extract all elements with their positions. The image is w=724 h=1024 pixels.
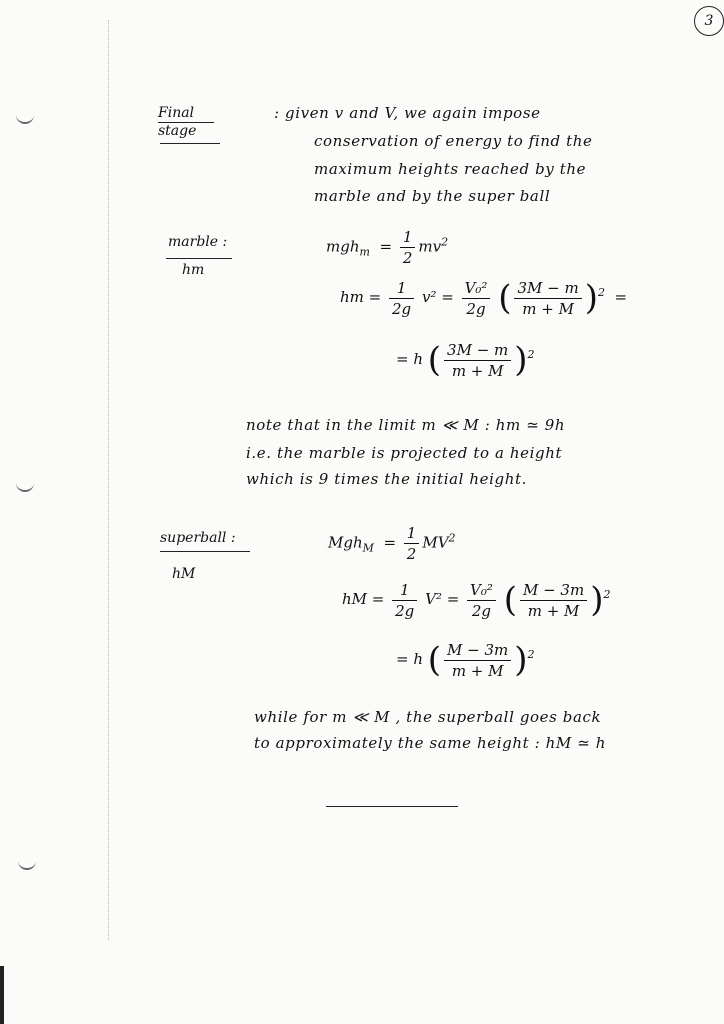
note-line: to approximately the same height : hM ≃ h bbox=[254, 734, 606, 752]
eq-tail: = bbox=[614, 288, 628, 306]
fraction: $\frac{1}{2g}$ bbox=[389, 279, 414, 318]
label-underline bbox=[166, 258, 232, 259]
eq-lhs: Mgh bbox=[328, 533, 363, 552]
marble-sublabel: hm bbox=[182, 262, 205, 278]
fraction: $\frac{M - 3m}{m + M}$ bbox=[520, 581, 587, 620]
eq-mid: v² = bbox=[421, 288, 454, 306]
superball-result-equation: = h ( $\frac{M - 3m}{m + M}$ )$^2$ bbox=[396, 640, 535, 680]
eq-rhs: mv bbox=[418, 237, 442, 256]
superball-sublabel: hM bbox=[172, 566, 196, 582]
final-stage-label: Final stage bbox=[158, 105, 197, 139]
fraction: $\frac{M - 3m}{m + M}$ bbox=[444, 641, 511, 680]
text-line: marble and by the super ball bbox=[314, 187, 551, 205]
eq-lhs: hm = bbox=[340, 288, 382, 306]
fraction: $\frac{1}{2g}$ bbox=[392, 581, 417, 620]
fraction: $\frac{3M - m}{m + M}$ bbox=[444, 341, 511, 380]
superball-label: superball : bbox=[160, 530, 236, 546]
eq-lhs: mgh bbox=[326, 237, 360, 256]
eq-exp: 2 bbox=[527, 648, 535, 661]
scan-edge bbox=[0, 966, 4, 1024]
eq-lhs-sub: M bbox=[362, 541, 374, 555]
eq-exp: 2 bbox=[603, 588, 611, 601]
text-line: conservation of energy to find the bbox=[314, 132, 593, 150]
eq-equals: = bbox=[379, 237, 393, 256]
fraction: $\frac{3M - m}{m + M}$ bbox=[514, 279, 581, 318]
note-line: i.e. the marble is projected to a height bbox=[246, 444, 563, 462]
superball-energy-equation bbox=[328, 524, 456, 563]
eq-rhs-exp: 2 bbox=[441, 235, 449, 249]
eq-exp: 2 bbox=[597, 286, 605, 299]
note-line: note that in the limit m ≪ M : hm ≃ 9h bbox=[246, 416, 566, 434]
eq-lhs: hM = bbox=[342, 590, 385, 608]
page-number: 3 bbox=[694, 6, 724, 36]
eq-exp: 2 bbox=[527, 348, 535, 361]
text-line: : given v and V, we again impose bbox=[274, 104, 541, 122]
note-line: which is 9 times the initial height. bbox=[246, 470, 528, 488]
eq-lhs-sub: m bbox=[359, 245, 370, 259]
superball-height-equation: hM = $\frac{1}{2g}$ V² = $\frac{\text{V₀²}}{2g}$ ( $\frac{M - 3m}{m + M}$ )$^2$ bbox=[342, 580, 611, 620]
label-underline bbox=[160, 143, 220, 144]
fraction: $\frac{\text{V₀²}}{2g}$ bbox=[462, 279, 491, 318]
eq-rhs-exp: 2 bbox=[448, 531, 456, 545]
label-underline bbox=[160, 551, 250, 552]
label-underline bbox=[158, 122, 214, 123]
margin-line bbox=[108, 20, 109, 940]
end-rule bbox=[326, 806, 458, 807]
fraction: $\frac{1}{2}$ bbox=[404, 524, 420, 563]
eq-rhs: MV bbox=[422, 533, 449, 552]
text-line: maximum heights reached by the bbox=[314, 160, 587, 178]
binder-hole bbox=[16, 112, 34, 124]
fraction: $\frac{1}{2}$ bbox=[400, 228, 416, 267]
marble-result-equation: = h ( $\frac{3M - m}{m + M}$ )$^2$ bbox=[396, 340, 535, 380]
marble-label: marble : bbox=[168, 234, 228, 250]
fraction: $\frac{\text{V₀²}}{2g}$ bbox=[467, 581, 496, 620]
eq-lhs: = h bbox=[396, 350, 423, 368]
eq-equals: = bbox=[383, 533, 397, 552]
marble-height-equation: hm = $\frac{1}{2g}$ v² = $\frac{\text{V₀²}}{2g}$ ( $\frac{3M - m}{m + M}$ )$^2$ = bbox=[340, 278, 628, 318]
note-line: while for m ≪ M , the superball goes back bbox=[254, 708, 602, 726]
eq-lhs: = h bbox=[396, 650, 423, 668]
binder-hole bbox=[18, 858, 36, 870]
marble-energy-equation bbox=[326, 228, 448, 267]
eq-mid: V² = bbox=[425, 590, 460, 608]
binder-hole bbox=[16, 480, 34, 492]
